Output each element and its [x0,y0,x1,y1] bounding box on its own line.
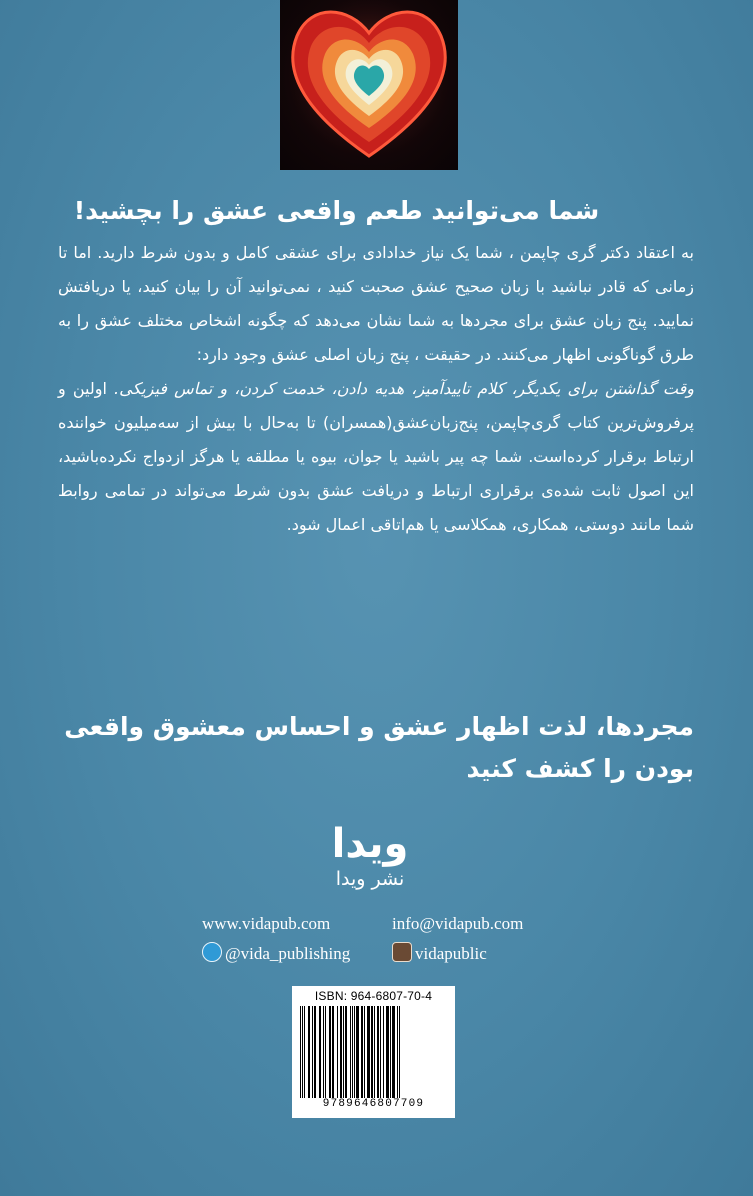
barcode-bar [314,1006,316,1098]
love-languages-list: وقت گذاشتن برای یکدیگر، کلام تاییدآمیز، هدیه دادن، خدمت کردن، و تماس فیزیکی. [114,379,694,398]
email-link[interactable]: info@vidapub.com [392,914,524,933]
blurb-paragraph-2 [58,372,694,542]
instagram-icon [392,942,412,962]
barcode-digits: 9789646807709 [322,1098,425,1110]
blurb-paragraph-2-rest: اولین و پرفروش‌ترین کتاب گری‌چاپمن، پنج‌زبان‌عشق(همسران) تا به‌حال با بیش از سه‌میلیون خواننده ارتباط برقرار کرده‌است. شما چه پیر باشید یا جوان، بیوه یا مطلقه یا هرگز ازدواج نکرده‌باشید، این اصول ثابت شده‌ی برقراری ارتباط و دریافت عشق بدون شرط می‌تواند در تمامی روابط شما مانند دوستی، همکاری، همکلاسی یا هم‌اتاقی اعمال شود. [58,379,694,534]
blurb-text [58,236,694,542]
barcode-bar [323,1006,324,1098]
barcode-bar [397,1006,398,1098]
barcode-bar [308,1006,310,1098]
cover-headline: شما می‌توانید طعم واقعی عشق را بچشید! [73,196,600,225]
barcode-bar [352,1006,353,1098]
barcode-bar [329,1006,331,1098]
barcode-bar [399,1006,400,1098]
cover-tagline: مجردها، لذت اظهار عشق و احساس معشوق واقعی بودن را کشف کنید [64,712,694,783]
barcode-bar [343,1006,344,1098]
barcode-bar [390,1006,391,1098]
barcode-bar [350,1006,351,1098]
barcode-bar [312,1006,313,1098]
barcode-bar [340,1006,342,1098]
barcode-bar [345,1006,347,1098]
heart-cover-image [280,0,458,170]
barcode-bar [392,1006,395,1098]
barcode-bar [377,1006,379,1098]
instagram-handle-text: vidapublic [415,944,487,963]
barcode-bar [364,1006,365,1098]
telegram-handle[interactable] [202,942,350,964]
publisher-block [290,822,450,902]
barcode-bar [374,1006,375,1098]
barcode-bar [300,1006,301,1098]
telegram-handle-text: @vida_publishing [225,944,351,963]
publisher-name: نشر ویدا [335,868,405,890]
instagram-handle[interactable] [392,942,487,964]
blurb-paragraph-1: به اعتقاد دکتر گری چاپمن ، شما یک نیاز خدادادی برای عشقی کامل و بدون شرط دارید. اما تا زمانی که قادر نباشید با زبان صحیح عشق صحبت کنید ، نمی‌توانید آن را بیان کنید، یا دریافتش نمایید. پنج زبان عشق برای مجردها به شما نشان می‌دهد که چگونه اشخاص مختلف عشق را به طرق گوناگونی اظهار می‌کنند. در حقیقت ، پنج زبان اصلی عشق وجود دارد: [58,243,694,364]
barcode-bar [304,1006,305,1098]
barcode-bar [337,1006,338,1098]
telegram-icon [202,942,222,962]
barcode-bar [383,1006,384,1098]
barcode-bar [361,1006,363,1098]
website-link[interactable]: www.vidapub.com [202,914,331,933]
barcode-bar [380,1006,381,1098]
barcode-bar [367,1006,370,1098]
barcode-bar [302,1006,303,1098]
barcode-block [292,986,455,1118]
barcode-bar [356,1006,359,1098]
barcode-bar [386,1006,389,1098]
barcode-graphic [298,1006,449,1098]
publisher-logo: ویدا [331,821,409,867]
isbn-label: ISBN: 964-6807-70-4 [314,989,433,1003]
barcode-bar [354,1006,355,1098]
barcode-bar [325,1006,326,1098]
barcode-bar [332,1006,334,1098]
barcode-bar [371,1006,373,1098]
barcode-bar [319,1006,321,1098]
